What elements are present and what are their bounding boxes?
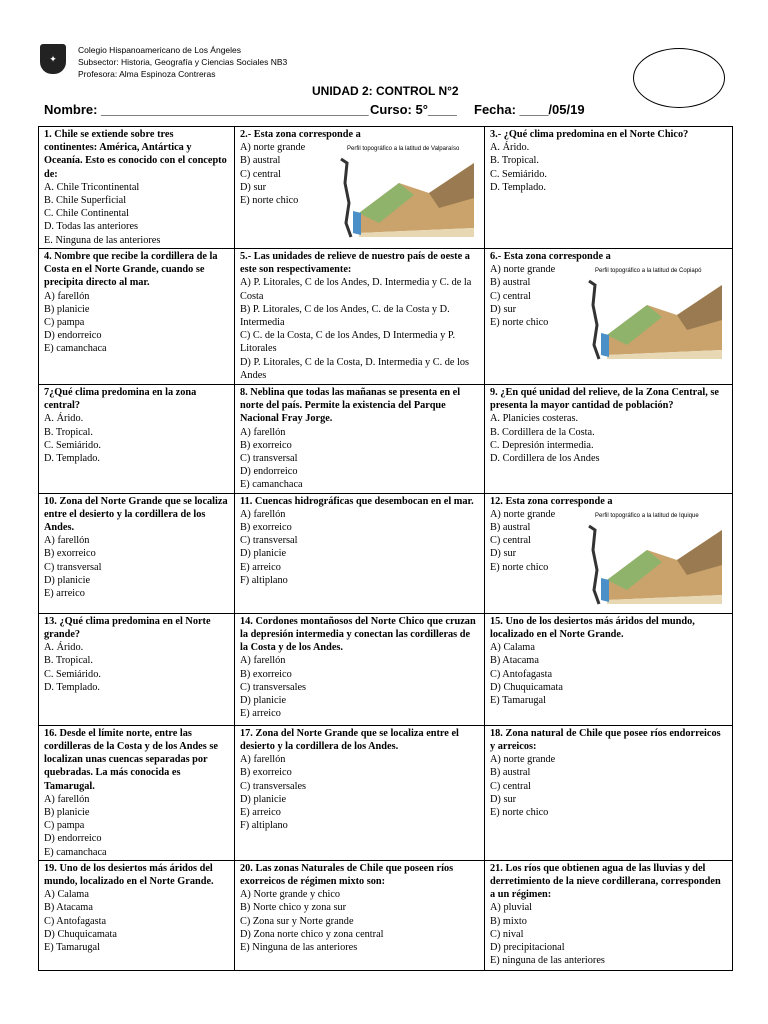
answer-option[interactable]: A) farellón xyxy=(44,793,90,805)
answer-option[interactable]: C) C. de la Costa, C de los Andes, D Intermedia y P. Litorales xyxy=(240,330,456,355)
question-text: 2.- Esta zona corresponde a xyxy=(240,129,361,140)
question-cell xyxy=(39,493,235,613)
question-cell xyxy=(235,127,485,249)
answer-option[interactable]: C) transversales xyxy=(240,681,307,693)
answer-option[interactable]: E) Ninguna de las anteriores xyxy=(240,942,358,954)
answer-option[interactable]: D) sur xyxy=(490,793,517,805)
answer-option[interactable]: B) planicie xyxy=(44,303,90,315)
question-row xyxy=(39,860,733,970)
question-text: 9. ¿En qué unidad del relieve, de la Zona Central, se presenta la mayor cantidad de población? xyxy=(490,387,719,412)
name-field[interactable]: Nombre: _____________________________________ xyxy=(44,102,369,117)
question-text: 13. ¿Qué clima predomina en el Norte grande? xyxy=(44,615,211,641)
answer-option[interactable]: A) Calama xyxy=(490,642,535,654)
answer-option[interactable]: A) farellón xyxy=(44,290,90,302)
question-text: 14. Cordones montañosos del Norte Chico que cruzan la depresión intermedia y conectan las cordilleras de la Costa y de los Andes. xyxy=(240,615,476,654)
answer-option[interactable]: A) farellón xyxy=(240,655,286,667)
answer-option[interactable]: D) Chuquicamata xyxy=(44,928,117,940)
relief-profile-figure xyxy=(587,510,727,610)
question-cell xyxy=(485,385,733,494)
question-row xyxy=(39,127,733,249)
answer-option[interactable]: E) norte chico xyxy=(490,561,549,573)
answer-option[interactable]: F) altiplano xyxy=(240,574,288,586)
answer-option[interactable]: E) camanchaca xyxy=(44,846,107,858)
answer-option[interactable]: B) exorreico xyxy=(240,668,292,680)
answer-option[interactable]: C) Zona sur y Norte grande xyxy=(240,915,354,927)
question-cell xyxy=(485,725,733,860)
answer-option[interactable]: A) Calama xyxy=(44,889,89,901)
answer-option[interactable]: A) farellón xyxy=(240,508,286,520)
question-text: 4. Nombre que recibe la cordillera de la Costa en el Norte Grande, cuando se precipita directo al mar. xyxy=(44,251,218,289)
school-name: Colegio Hispanoamericano de Los Ángeles xyxy=(78,45,242,55)
answer-option[interactable]: B) austral xyxy=(490,277,531,289)
question-cell xyxy=(235,493,485,613)
answer-option[interactable]: B) Atacama xyxy=(44,902,93,914)
question-cell xyxy=(235,725,485,860)
answer-option[interactable]: F) altiplano xyxy=(240,820,288,832)
answer-option[interactable]: E) arreico xyxy=(240,807,281,819)
answer-option[interactable]: C) central xyxy=(490,535,531,547)
question-cell xyxy=(485,613,733,725)
answer-option[interactable]: C) central xyxy=(240,168,281,180)
question-text: 18. Zona natural de Chile que posee ríos endorreicos y arreicos: xyxy=(490,727,721,753)
question-cell xyxy=(485,127,733,249)
questions-table xyxy=(38,126,733,971)
answer-option[interactable]: A. Chile Tricontinental xyxy=(44,181,140,193)
answer-option[interactable]: B) exorreico xyxy=(240,439,292,451)
question-row xyxy=(39,493,733,613)
answer-option[interactable]: A) pluvial xyxy=(490,902,533,914)
question-cell xyxy=(39,613,235,725)
answer-option[interactable]: A) farellón xyxy=(240,426,286,438)
answer-option[interactable]: B) planicie xyxy=(44,807,90,819)
answer-option[interactable]: B) austral xyxy=(240,155,281,167)
answer-option[interactable]: C. Semiárido. xyxy=(44,439,101,451)
relief-profile-illustration xyxy=(587,520,727,606)
answer-option[interactable]: B) mixto xyxy=(490,915,527,927)
question-cell xyxy=(39,725,235,860)
answer-option[interactable]: B. Tropical. xyxy=(490,155,539,167)
question-text: 12. Esta zona corresponde a xyxy=(490,495,613,507)
answer-option[interactable]: D) endorreico xyxy=(44,330,102,342)
question-text: 6.- Esta zona corresponde a xyxy=(490,251,611,262)
answer-option[interactable]: D) sur xyxy=(490,303,517,315)
question-cell xyxy=(39,249,235,385)
grade-oval xyxy=(633,48,725,108)
figure-title: Perfil topográfico a la latitud de Iquique xyxy=(595,512,699,519)
answer-option[interactable]: E) ninguna de las anteriores xyxy=(490,955,605,967)
date-field[interactable]: Fecha: ____/05/19 xyxy=(474,102,585,117)
answer-option[interactable]: D) planicie xyxy=(240,548,287,560)
answer-option[interactable]: C) transversal xyxy=(240,453,298,465)
question-text: 10. Zona del Norte Grande que se localiza entre el desierto y la cordillera de los Andes. xyxy=(44,495,228,534)
answer-option[interactable]: A) norte grande xyxy=(490,264,556,276)
relief-profile-figure xyxy=(339,143,479,243)
answer-option[interactable]: C) central xyxy=(490,290,531,302)
question-cell xyxy=(485,860,733,970)
answer-option[interactable]: D) P. Litorales, C de la Costa, D. Intermedia y C. de los Andes xyxy=(240,356,470,381)
answer-option[interactable]: E) arreico xyxy=(240,561,281,573)
answer-option[interactable]: D. Templado. xyxy=(44,453,100,465)
question-text: 16. Desde el límite norte, entre las cordilleras de la Costa y de los Andes se localizan unas cuencas separadas por quebradas. La más conocida es Tamarugal. xyxy=(44,727,218,792)
answer-option[interactable]: B) austral xyxy=(490,767,531,779)
answer-option[interactable]: E) Tamarugal xyxy=(44,942,100,954)
answer-option[interactable]: C) transversal xyxy=(240,535,298,547)
question-cell xyxy=(235,385,485,494)
question-cell xyxy=(485,493,733,613)
answer-option[interactable]: D) endorreico xyxy=(240,466,298,478)
answer-option[interactable]: B. Cordillera de la Costa. xyxy=(490,426,595,438)
question-text: 15. Uno de los desiertos más áridos del mundo, localizado en el Norte Grande. xyxy=(490,615,695,641)
answer-option[interactable]: A. Árido. xyxy=(490,142,530,154)
question-cell xyxy=(39,860,235,970)
question-text: 20. Las zonas Naturales de Chile que poseen ríos exorreicos de régimen mixto son: xyxy=(240,862,454,888)
answer-option[interactable]: A) farellón xyxy=(44,535,90,547)
relief-profile-figure xyxy=(587,265,727,365)
question-cell xyxy=(485,249,733,385)
answer-option[interactable]: B) austral xyxy=(490,522,531,534)
answer-option[interactable]: C) nival xyxy=(490,928,524,940)
answer-option[interactable]: C) Antofagasta xyxy=(490,668,553,680)
subject-line: Subsector: Historia, Geografía y Ciencias Sociales NB3 xyxy=(78,57,288,67)
question-text: 7¿Qué clima predomina en la zona central? xyxy=(44,387,197,412)
answer-option[interactable]: E) arreico xyxy=(240,708,281,720)
answer-option[interactable]: D. Templado. xyxy=(44,681,100,693)
answer-option[interactable]: D) endorreico xyxy=(44,833,102,845)
question-cell xyxy=(235,613,485,725)
question-text: 17. Zona del Norte Grande que se localiza entre el desierto y la cordillera de los Andes. xyxy=(240,727,459,753)
school-logo: ✦ xyxy=(40,44,66,74)
answer-option[interactable]: B. Tropical. xyxy=(44,426,93,438)
answer-option[interactable]: C) pampa xyxy=(44,317,85,329)
answer-option[interactable]: E) Tamarugal xyxy=(490,695,546,707)
question-cell xyxy=(39,127,235,249)
answer-option[interactable]: E) arreico xyxy=(44,588,85,600)
answer-option[interactable]: C. Semiárido. xyxy=(490,168,547,180)
answer-option[interactable]: D) sur xyxy=(240,181,267,193)
answer-option[interactable]: E) norte chico xyxy=(490,807,549,819)
document-header xyxy=(40,42,730,122)
answer-option[interactable]: A) P. Litorales, C de los Andes, D. Intermedia y C. de la Costa xyxy=(240,277,472,302)
answer-option[interactable]: B. Tropical. xyxy=(44,655,93,667)
answer-option[interactable]: A) norte grande xyxy=(240,142,306,154)
question-text: 21. Los ríos que obtienen agua de las lluvias y del derretimiento de la nieve cordillerana, corresponden a un régimen: xyxy=(490,862,721,901)
page-title: UNIDAD 2: CONTROL N°2 xyxy=(312,84,459,98)
answer-option[interactable]: D) Zona norte chico y zona central xyxy=(240,928,384,940)
answer-option[interactable]: A) farellón xyxy=(240,754,286,766)
relief-profile-illustration xyxy=(339,153,479,239)
answer-option[interactable]: D) planicie xyxy=(44,574,91,586)
question-cell xyxy=(235,860,485,970)
answer-option[interactable]: D) Chuquicamata xyxy=(490,681,563,693)
course-field[interactable]: Curso: 5°____ xyxy=(370,102,457,117)
question-row xyxy=(39,249,733,385)
answer-option[interactable]: B. Chile Superficial xyxy=(44,195,127,207)
question-text: 3.- ¿Qué clima predomina en el Norte Chico? xyxy=(490,129,689,140)
answer-option[interactable]: D) sur xyxy=(490,548,517,560)
answer-option[interactable]: E. Ninguna de las anteriores xyxy=(44,234,161,246)
answer-option[interactable]: E) camanchaca xyxy=(44,343,107,355)
answer-option[interactable]: C. Semiárido. xyxy=(44,668,101,680)
school-info xyxy=(78,44,287,80)
answer-option[interactable]: A. Árido. xyxy=(44,642,84,654)
answer-option[interactable]: D) precipitacional xyxy=(490,942,565,954)
answer-option[interactable]: B) exorreico xyxy=(240,767,292,779)
answer-option[interactable]: A. Planicies costeras. xyxy=(490,413,579,425)
answer-option[interactable]: C) central xyxy=(490,780,531,792)
figure-title: Perfil topográfico a la latitud de Valparaíso xyxy=(347,146,460,153)
answer-option[interactable]: C) pampa xyxy=(44,820,85,832)
teacher-line: Profesora: Alma Espinoza Contreras xyxy=(78,69,216,79)
figure-title: Perfil topográfico a la latitud de Copiapó xyxy=(595,268,702,275)
question-text: 19. Uno de los desiertos más áridos del mundo, localizado en el Norte Grande. xyxy=(44,862,214,888)
answer-option[interactable]: C. Chile Continental xyxy=(44,208,129,220)
answer-option[interactable]: D) planicie xyxy=(240,793,287,805)
answer-option[interactable]: C) transversales xyxy=(240,780,307,792)
answer-option[interactable]: A) Norte grande y chico xyxy=(240,889,341,901)
answer-option[interactable]: B) exorreico xyxy=(240,522,292,534)
answer-option[interactable]: C) Antofagasta xyxy=(44,915,107,927)
answer-option[interactable]: C. Depresión intermedia. xyxy=(490,439,594,451)
answer-option[interactable]: D. Cordillera de los Andes xyxy=(490,453,600,465)
question-row xyxy=(39,385,733,494)
relief-profile-illustration xyxy=(587,275,727,361)
answer-option[interactable]: A) norte grande xyxy=(490,508,556,520)
answer-option[interactable]: B) Norte chico y zona sur xyxy=(240,902,347,914)
answer-option[interactable]: C) transversal xyxy=(44,561,102,573)
answer-option[interactable]: B) exorreico xyxy=(44,548,96,560)
question-text: 8. Neblina que todas las mañanas se presenta en el norte del país. Permite la existencia del Parque Nacional Fray Jorge. xyxy=(240,387,461,425)
question-cell xyxy=(235,249,485,385)
answer-option[interactable]: A) norte grande xyxy=(490,754,556,766)
answer-option[interactable]: B) Atacama xyxy=(490,655,539,667)
question-row xyxy=(39,725,733,860)
answer-option[interactable]: E) norte chico xyxy=(490,317,549,329)
answer-option[interactable]: E) norte chico xyxy=(240,195,299,207)
question-text: 11. Cuencas hidrográficas que desembocan en el mar. xyxy=(240,495,474,507)
question-cell xyxy=(39,385,235,494)
answer-option[interactable]: D. Templado. xyxy=(490,181,546,193)
answer-option[interactable]: D. Todas las anteriores xyxy=(44,221,139,233)
answer-option[interactable]: D) planicie xyxy=(240,695,287,707)
answer-option[interactable]: B) P. Litorales, C de los Andes, C. de la Costa y D. Intermedia xyxy=(240,303,450,329)
question-row xyxy=(39,613,733,725)
answer-option[interactable]: E) camanchaca xyxy=(240,479,303,491)
question-text: 5.- Las unidades de relieve de nuestro país de oeste a este son respectivamente: xyxy=(240,251,470,276)
answer-option[interactable]: A. Árido. xyxy=(44,413,84,425)
question-text: 1. Chile se extiende sobre tres continentes: América, Antártica y Oceanía. Esto es conocido con el concepto de: xyxy=(44,129,227,180)
